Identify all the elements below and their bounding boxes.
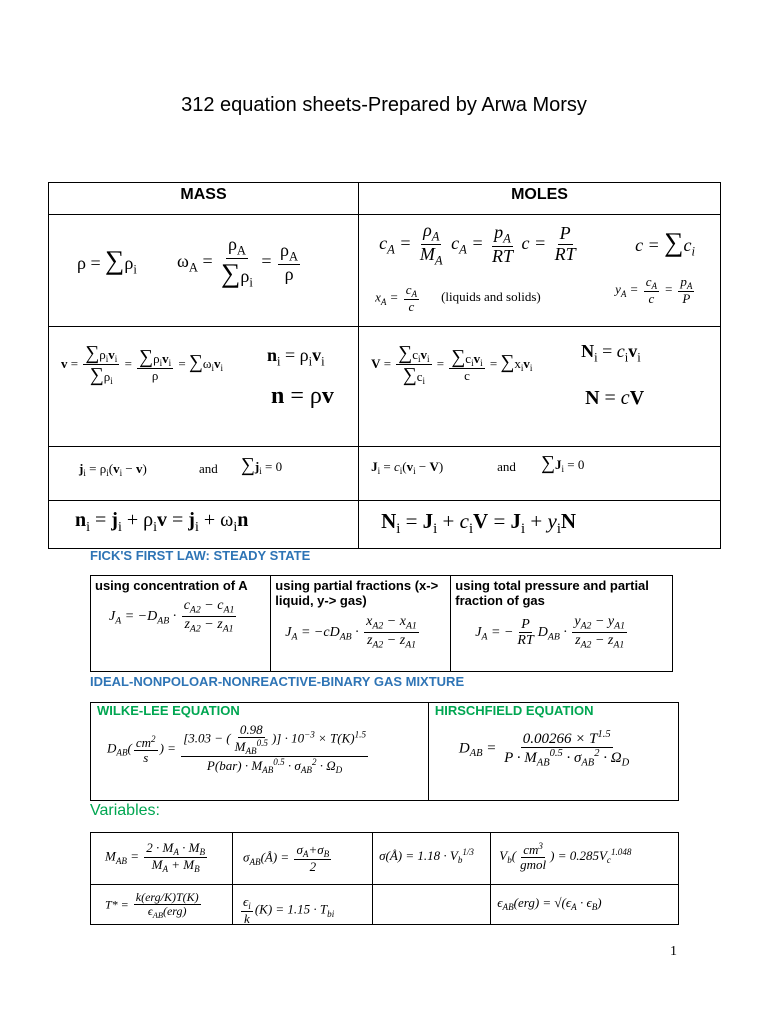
- ficks-pressure-cell: using total pressure and partial fraction of gas $J_A$ = − $\frac{P}{RT}$ $D_{AB}$ · $\frac{y_{A2} - y_{A1}}{z_{A2} - z_{A1}}$: [451, 576, 673, 672]
- page-title: 312 equation sheets-Prepared by Arwa Morsy: [181, 94, 587, 116]
- ficks-heading: FICK'S FIRST LAW: STEADY STATE: [90, 548, 311, 563]
- variables-table: [90, 832, 679, 925]
- mass-velocity-cell: v = $\frac{\sum\rho_iv_i}{\sum\rho_i}$ = $\frac{\sum\rho_iv_i}{\rho}$ = $\sum\omega_iv_i$ $n_i = \rho_iv_i$ n = ρv: [49, 327, 359, 447]
- ficks-col1-head: using concentration of A: [95, 578, 248, 593]
- ficks-table: [90, 575, 673, 672]
- ficks-partial-fraction-cell: using partial fractions (x-> liquid, y-> gas) $J_A = -cD_{AB}$ · $\frac{x_{A2} - x_{A1}}{z_{A2} - z_{A1}}$: [271, 576, 451, 672]
- page-number: 1: [670, 944, 677, 959]
- and-label-mass: and: [199, 461, 218, 476]
- var-vb-cell: $V_b$( $\frac{cm^3}{\text{gmol}}$ ) = $0.285V_c^{1.048}$: [491, 833, 679, 885]
- hirschfield-label: HIRSCHFIELD EQUATION: [434, 703, 594, 718]
- moles-concentration-cell: $c_A$ = $\frac{\rho_A}{M_A}$ $c_A$ = $\frac{p_A}{RT}$ c = $\frac{P}{RT}$ $c = \sum c_i$ $x_A$ = $\frac{c_A}{c}$ (liquids and solids) $y_A$ = $\frac{c_A}{c}$ = $\frac{p_A}{P}$: [359, 215, 721, 327]
- ficks-concentration-cell: using concentration of A $J_A = -D_{AB}$ · $\frac{c_{A2} - c_{A1}}{z_{A2} - z_{A1}}$: [91, 576, 271, 672]
- mass-header: MASS: [180, 186, 227, 203]
- moles-header: MOLES: [511, 186, 568, 203]
- diffusivity-table: [90, 702, 679, 801]
- wilke-lee-label: WILKE-LEE EQUATION: [97, 703, 240, 718]
- var-epsilon-ab-cell: $\epsilon_{AB}(erg) = √(\epsilon_A \cdot \epsilon_B)$: [491, 885, 679, 925]
- hirschfield-cell: HIRSCHFIELD EQUATION $D_{AB}$ = $\frac{0.00266 \times T^{1.5}}{P \cdot M_{AB}^{0.5} \cdot \sigma_{AB}^2 \cdot \Omega_D}$: [428, 703, 678, 801]
- wilke-lee-cell: WILKE-LEE EQUATION $D_{AB}$( $\frac{cm^2}{s}$ ) = [3.03 − ( $\frac{0.98}{M_{AB}^{0.5}}$ )] · $10^{-3} \times T(K)^{1.5}$ $P(bar) \cdot M_{AB}^{0.5} \cdot \sigma_{AB}^2 \cdot \Omega_D$: [91, 703, 429, 801]
- liquids-solids-note: (liquids and solids): [441, 289, 541, 304]
- var-empty-cell: [373, 885, 491, 925]
- mass-moles-table: [48, 182, 721, 549]
- ideal-gas-heading: IDEAL-NONPOLOAR-NONREACTIVE-BINARY GAS MIXTURE: [90, 674, 465, 689]
- ficks-col2-head: using partial fractions (x-> liquid, y-> gas): [275, 578, 439, 608]
- and-label-moles: and: [497, 459, 516, 474]
- mass-diffusion-flux-cell: $j_i = \rho_i(v_i - v)$ and $\sum j_i = 0$: [49, 447, 359, 501]
- mass-total-flux-cell: $n_i = j_i + \rho_iv = j_i + \omega_in$: [49, 501, 359, 549]
- moles-total-flux-cell: $N_i = J_i + c_iV = J_i + y_iN$: [359, 501, 721, 549]
- mass-density-cell: $\rho = \sum\rho_i$ $\omega_A$ = $\frac{\rho_A}{\sum\rho_i}$ = $\frac{\rho_A}{\rho}$: [49, 215, 359, 327]
- var-sigma-cell: σ(Å) = $1.18 \cdot V_b^{1/3}$: [373, 833, 491, 885]
- moles-velocity-cell: V = $\frac{\sum c_iv_i}{\sum c_i}$ = $\frac{\sum c_iv_i}{c}$ = $\sum x_iv_i$ $N_i = c_iv_i$ N = cV: [359, 327, 721, 447]
- var-mab-cell: $M_{AB}$ = $\frac{2 \cdot M_A \cdot M_B}{M_A + M_B}$: [91, 833, 233, 885]
- moles-diffusion-flux-cell: $J_i = c_i(v_i - V)$ and $\sum J_i = 0$: [359, 447, 721, 501]
- var-sigma-ab-cell: $\sigma_{AB}(Å)$ = $\frac{\sigma_A+\sigma_B}{2}$: [233, 833, 373, 885]
- variables-label: Variables:: [90, 802, 160, 819]
- var-epsilon-k-cell: $\frac{\epsilon_i}{k}$ $(K) = 1.15 \cdot T_{bi}$: [233, 885, 373, 925]
- var-tstar-cell: T* = $\frac{\text{k(erg/K)T(K)}}{\epsilon_{AB}(erg)}$: [91, 885, 233, 925]
- ficks-col3-head: using total pressure and partial fraction of gas: [455, 578, 649, 608]
